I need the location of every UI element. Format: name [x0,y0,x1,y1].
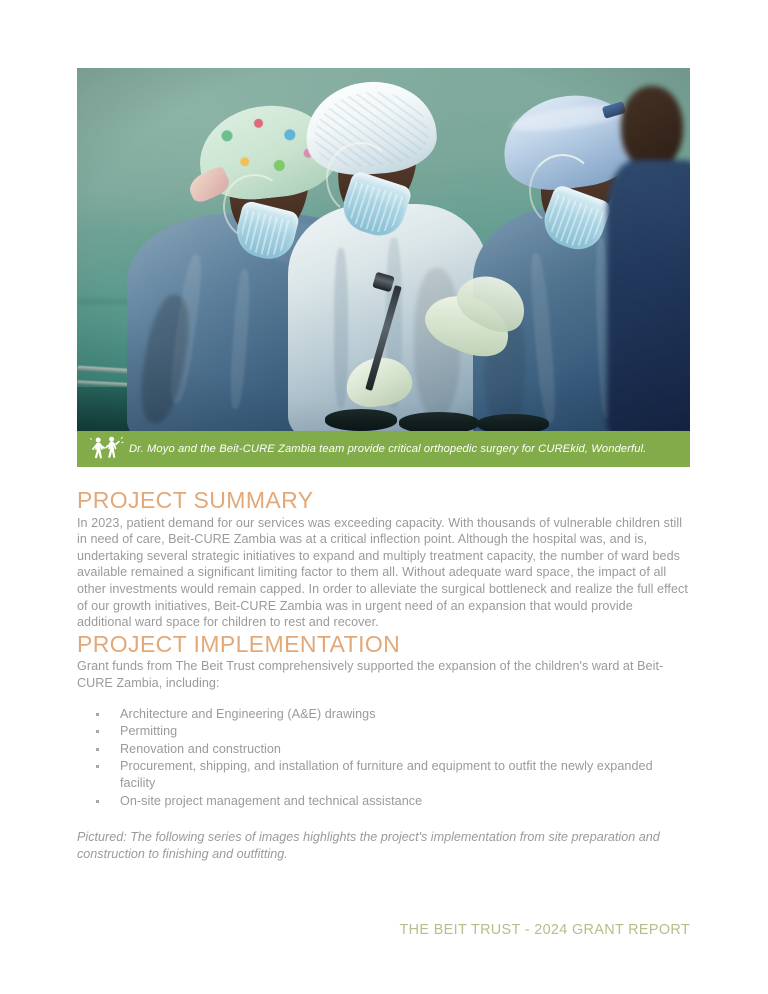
implementation-bullet-list [77,706,690,810]
document-body [77,487,690,875]
list-item: Architecture and Engineering (A&E) drawings [96,706,690,723]
pictured-note: Pictured: The following series of images highlights the project's implementation from site preparation and construction to finishing and outfitting. [77,830,660,861]
instrument-tray [399,412,479,431]
background-person-right [615,68,690,431]
instrument-tray [477,414,549,431]
list-item: Procurement, shipping, and installation of furniture and equipment to outfit the newly expanded facility [96,758,690,791]
section-heading-project-summary: PROJECT SUMMARY [77,487,314,513]
two-children-jumping-icon [85,434,129,464]
surgery-photo [77,68,690,431]
person-head [621,86,683,170]
list-item: Permitting [96,723,690,740]
list-item: On-site project management and technical assistance [96,793,690,810]
list-item: Renovation and construction [96,741,690,758]
section-heading-project-implementation: PROJECT IMPLEMENTATION [77,630,401,657]
page-footer: THE BEIT TRUST - 2024 GRANT REPORT [399,922,690,938]
photo-caption-text: Dr. Moyo and the Beit-CURE Zambia team provide critical orthopedic surgery for CUREkid, Wonderful. [129,443,647,455]
person-body [607,160,690,431]
instrument-tray [325,409,397,431]
surgeon-figure-center [282,78,492,431]
project-implementation-paragraph: Grant funds from The Beit Trust comprehensively supported the expansion of the children's ward at Beit-CURE Zambia, including: [77,659,664,690]
photo-caption-bar [77,431,690,467]
photo-block [77,68,690,467]
project-summary-paragraph: In 2023, patient demand for our services was exceeding capacity. With thousands of vulnerable children still in need of care, Beit-CURE Zambia was at a critical inflection point. Although the hospital was, and is, undertaking several strategic initiatives to expand and multiply treatment capacity, the number of ward beds available remained a significant limiting factor to them all. Without adequate ward space, the impact of all other investments would remain capped. In order to alleviate the surgical bottleneck and realize the full effect of our growth initiatives, Beit-CURE Zambia was in urgent need of an expansion that would provide additional ward space for children to rest and recover. [77,515,688,630]
